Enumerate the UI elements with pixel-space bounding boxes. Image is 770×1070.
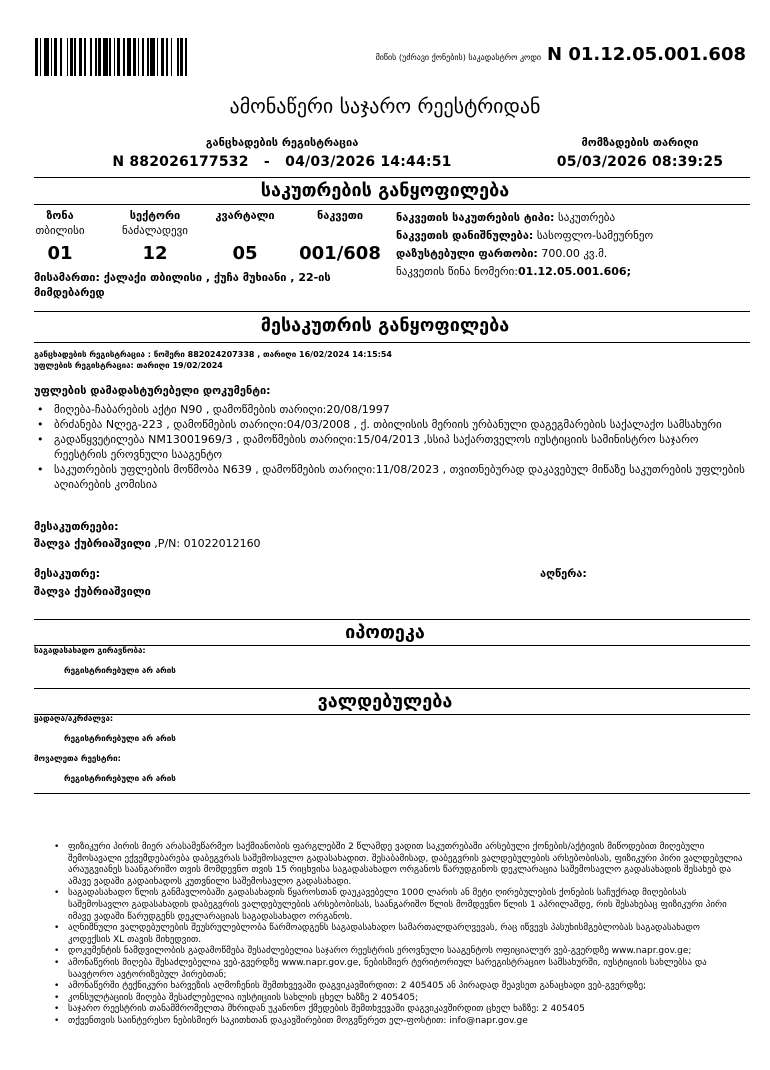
description-label: აღწერა: [540,567,587,580]
list-item: • საკუთრების უფლების მოწმობა N639 , დამოწმების თარიღი:11/08/2023 , თვითნებურად დაკავებულ მიწაზე საკუთრების უფლების აღიარების კომისია [34,462,754,492]
owner-name: შალვა ქუბრიაშვილი [34,537,151,550]
parcel-value: 001/608 [299,243,381,264]
cadastral-code: N 01.12.05.001.608 [547,44,746,65]
documents-list [34,402,754,492]
parcel-header: ნაკვეთი [316,209,364,222]
footer-notes [54,842,744,1028]
registration-value [112,154,452,170]
owner-name-secondary: შალვა ქუბრიაშვილი [34,585,151,598]
list-item: • თქვენთვის საინტერესო ნებისმიერ საკითხთან დაკავშირებით მოგვწერეთ ელ-ფოსტით: info@napr.gov.ge [54,1016,744,1028]
owner-application-line: განცხადების რეგისტრაცია : ნომერი 882024207338 , თარიღი 16/02/2024 14:15:54 [34,350,392,359]
zone-header: ზონა [46,209,74,222]
ownership-type-value: საკუთრება [557,211,616,224]
owners-label: მესაკუთრეები: [34,520,119,533]
prev-number [396,263,756,281]
divider [34,204,750,205]
cadastral-code-block [376,44,746,65]
sector-sub: ნაძალადევი [122,224,188,237]
cadastral-code-label: მიწის (უძრავი ქონების) საკადასტრო კოდი [375,53,542,62]
address [34,270,384,300]
list-item: • ბრძანება Nლეგ-223 , დამოწმების თარიღი:04/03/2008 , ქ. თბილისის მერიის ურბანული დაგეგმარების საქალაქო სამსახური [34,417,754,432]
list-item: • დოკუმენტის ნამდვილობის გადამოწმება შესაძლებელია საჯარო რეესტრის ეროვნული სააგენტოს ოფიციალურ ვებ-გვერდზე www.napr.gov.ge; [54,946,744,958]
list-item: • საგადასახადო წლის განმავლობაში გადასახადის წყაროსთან დაუკავებელი 1000 ლარის ან მეტი ღირებულების ქონების საჩუქრად მიღებისას საშემოსავლო გადასახადის დაბეგვრის ვალდებულების არსებობისას, საანგარიშო წლის მომდევნო წლის 1 აპრილამდე, რის შესახებაც ფიზიკური პირი იმავე ვადაში წარუდგენს დეკლარაციას საგადასახადო ორგანოს. [54,888,744,923]
purpose-label: ნაკვეთის დანიშნულება: [396,229,534,242]
list-item: • გადაწყვეტილება NM13001969/3 , დამოწმების თარიღი:15/04/2013 ,სსიპ საქართველოს იუსტიციის სამინისტრო საჯარო რეესტრის ეროვნული სააგენტო [34,432,754,462]
tax-pledge-value: რეგისტრირებული არ არის [64,666,176,675]
list-item: • საჯარო რეესტრის თანამშრომელთა მხრიდან უკანონო ქმედების შემთხვევაში დაგვიკავშირდით ცხელ ხაზზე: 2 405405 [54,1004,744,1016]
address-value: ქალაქი თბილისი , ქუჩა მუხიანი , 22-ის მიმდებარედ [34,271,331,299]
barcode [35,38,190,76]
zone-sub: თბილისი [35,224,85,237]
zone-value: 01 [47,243,73,264]
preparation-datetime: 05/03/2026 08:39:25 [556,154,724,170]
sector-header: სექტორი [129,209,181,222]
obligation-section-title: ვალდებულება [317,691,453,712]
seizure-label: ყადაღა/აკრძალვა: [34,714,114,723]
purpose [396,227,756,245]
property-section-title: საკუთრების განყოფილება [260,180,510,201]
documents-label: უფლების დამადასტურებელი დოკუმენტი: [34,384,271,397]
divider [34,177,750,178]
mortgage-section-title: იპოთეკა [345,622,425,643]
divider [34,342,750,343]
quarter-value: 05 [232,243,258,264]
ownership-type [396,209,756,227]
area-value: 700.00 კვ.მ. [541,247,608,260]
ownership-type-label: ნაკვეთის საკუთრების ტიპი: [396,211,555,224]
debtor-registry-label: მოვალეთა რეესტრი: [34,754,121,763]
tax-pledge-label: საგადასახადო გირავნობა: [34,646,146,655]
purpose-value: სასოფლო-სამეურნეო [536,229,654,242]
prev-number-value: 01.12.05.001.606; [518,265,631,278]
list-item: • აღნიშნული ვალდებულების შეუსრულებლობა წარმოადგენს საგადასახადო სამართალდარღვევას, რაც იწვევს პასუხისმგებლობას საგადასახადო კოდექსის XL თავის მიხედვით. [54,923,744,946]
seizure-value: რეგისტრირებული არ არის [64,734,176,743]
registration-number: N 882026177532 [112,154,249,170]
sector-value: 12 [142,243,168,264]
list-item: • კონსულტაციის მიღება შესაძლებელია იუსტიციის სახლის ცხელ ხაზზე 2 405405; [54,993,744,1005]
debtor-registry-value: რეგისტრირებული არ არის [64,774,176,783]
registration-label: განცხადების რეგისტრაცია [205,136,359,149]
document-title: ამონაწერი საჯარო რეესტრიდან [229,94,541,118]
list-item: • ფიზიკური პირის მიერ არასამეწარმეო საქმიანობის ფარგლებში 2 წლამდე ვადით საკუთრებაში არსებული ქონების/აქტივის მიწოდებით მიღებული შემოსავალი ექვემდებარება დაბეგვრას საშემოსავლო გადასახადით. შესაბამისად, დაბეგვრის ვალდებულების არსებობისას, ფიზიკური პირი ვალდებულია არაუგვიანეს საანგარიშო თვის მომდევნო თვის 15 რიცხვისა საგადასახადო ორგანოს წარუდგინოს დეკლარაცია საშემოსავლო გადასახადის შესახებ და ამავე ვადაში გადაიხადოს კუთვნილი საშემოსავლო გადასახადი. [54,842,744,888]
divider [34,688,750,689]
quarter-header: კვარტალი [215,209,275,222]
address-label: მისამართი: [34,271,100,284]
parcel-sub [290,224,390,238]
owner-personal-number: ,P/N: 01022012160 [150,537,261,550]
barcode-bar [187,38,190,76]
list-item: • მიღება-ჩაბარების აქტი N90 , დამოწმების თარიღი:20/08/1997 [34,402,754,417]
parcel-info [396,209,756,281]
area [396,245,756,263]
owner-section-title: მესაკუთრის განყოფილება [260,315,510,336]
preparation-label: მომზადების თარიღი [581,136,699,149]
owner-right-registration-line: უფლების რეგისტრაცია: თარიღი 19/02/2024 [34,361,223,370]
divider [34,793,750,794]
list-item: • ამონაწერის მიღება შესაძლებელია ვებ-გვერდზე www.napr.gov.ge, ნებისმიერ ტერიტორიულ სარეგისტრაციო სამსახურში, იუსტიციის სახლებსა და საავტორო ავტორიზებულ პირებთან; [54,958,744,981]
divider [34,714,750,715]
preparation-block [540,136,740,170]
divider [34,311,750,312]
divider [34,619,750,620]
owner-line [34,537,261,550]
sector-column [110,209,200,264]
zone-column [30,209,90,264]
owner-label: მესაკუთრე: [34,567,100,580]
list-item: • ამონაწერში ტექნიკური ხარვეზის აღმოჩენის შემთხვევაში დაგვიკავშირდით: 2 405405 ან პირადად შეავსეთ განაცხადი ვებ-გვერდზე; [54,981,744,993]
parcel-column [290,209,390,264]
prev-number-label: ნაკვეთის წინა ნომერი: [396,265,519,278]
registration-block [112,136,452,170]
registration-datetime: 04/03/2026 14:44:51 [285,154,452,170]
quarter-column [200,209,290,264]
quarter-sub [200,224,290,238]
area-label: დაზუსტებული ფართობი: [396,247,538,260]
registration-separator: - [263,154,270,170]
owner-application-info [34,349,392,371]
